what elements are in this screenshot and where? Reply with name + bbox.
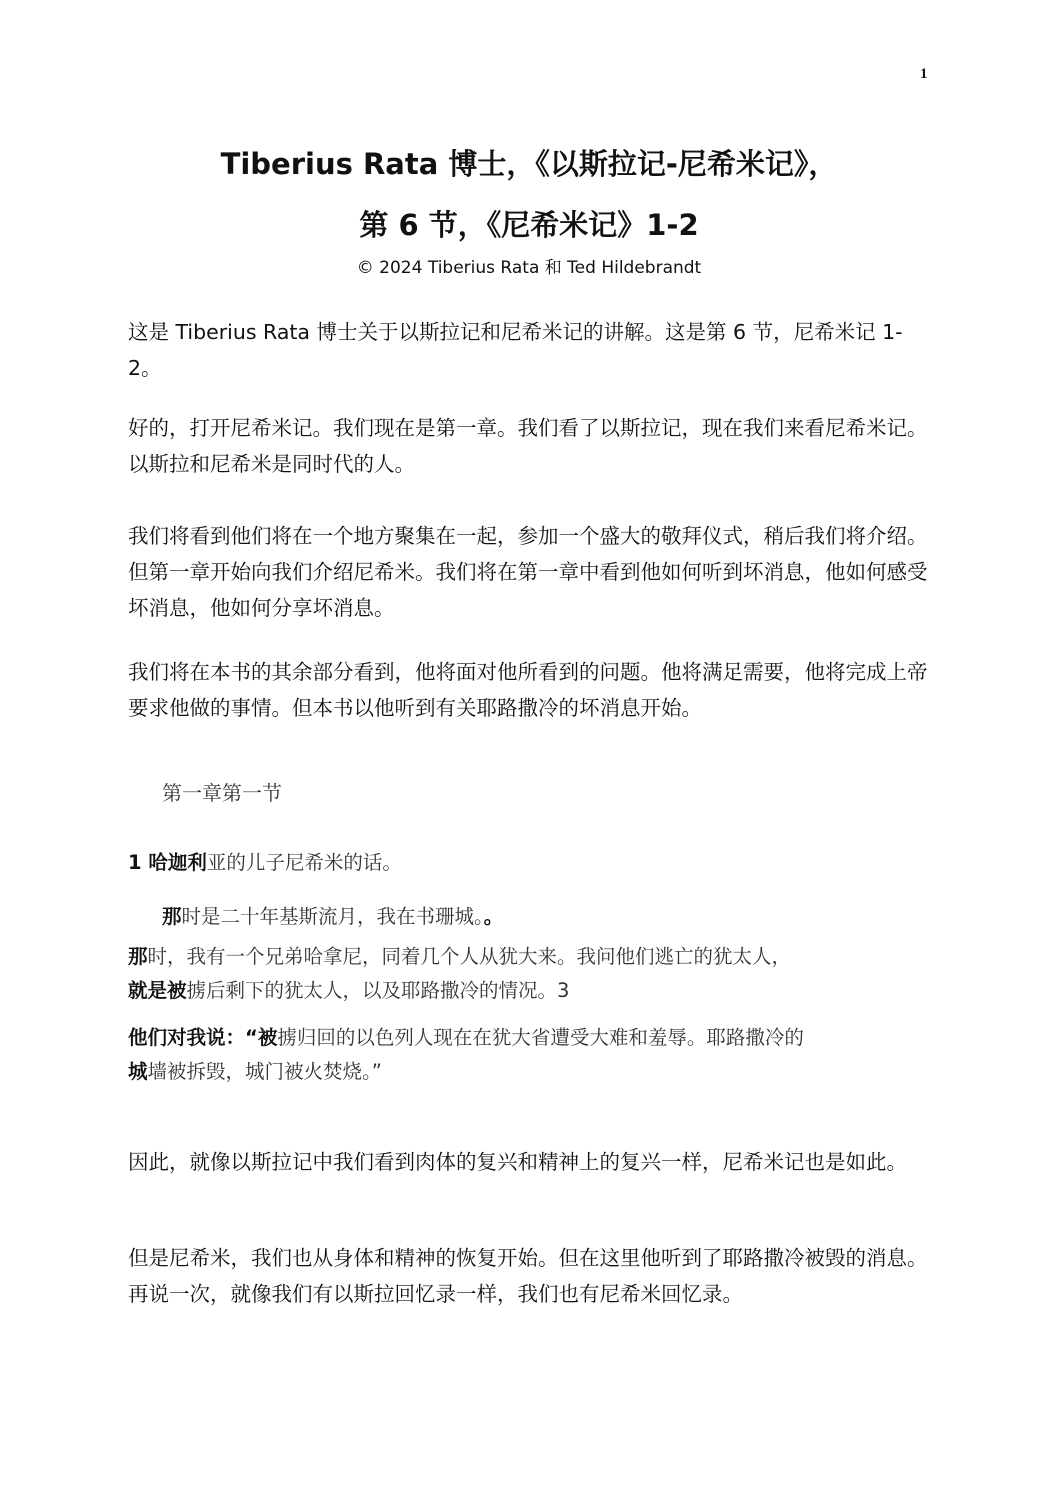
verse-4-lead: 他们对我说：“被: [128, 1026, 278, 1049]
section-heading: 第一章第一节: [162, 781, 282, 805]
intro-paragraph: 这是 Tiberius Rata 博士关于以斯拉记和尼希米记的讲解。这是第 6 节，尼希米记 1-2。: [128, 320, 903, 380]
closing-paragraph-2: 但是尼希米，我们也从身体和精神的恢复开始。但在这里他听到了耶路撒冷被毁的消息。再说一次，就像我们有以斯拉回忆录一样，我们也有尼希米回忆录。: [128, 1246, 928, 1306]
verse-2-lead: 那: [162, 905, 182, 928]
verse-3-lead: 那: [128, 945, 148, 968]
verse-3-text-1: 时，我有一个兄弟哈拿尼，同着几个人从犹大来。我问他们逃亡的犹太人，: [147, 945, 792, 968]
body-paragraph-3: 我们将在本书的其余部分看到，他将面对他所看到的问题。他将满足需要，他将完成上帝要求他做的事情。但本书以他听到有关耶路撒冷的坏消息开始。: [128, 660, 928, 720]
page-number: 1: [920, 66, 928, 82]
verse-4-lead-2: 城: [128, 1060, 148, 1083]
body-paragraph-2: 我们将看到他们将在一个地方聚集在一起，参加一个盛大的敬拜仪式，稍后我们将介绍。但第一章开始向我们介绍尼希米。我们将在第一章中看到他如何听到坏消息，他如何感受坏消息，他如何分享坏消息。: [128, 524, 928, 620]
closing-paragraph-1: 因此，就像以斯拉记中我们看到肉体的复兴和精神上的复兴一样，尼希米记也是如此。: [128, 1150, 907, 1174]
document-title-line-1: Tiberius Rata 博士，《以斯拉记-尼希米记》，: [220, 147, 838, 181]
verse-3-text-2: 掳后剩下的犹太人，以及耶路撒冷的情况。3: [186, 979, 570, 1002]
verse-3-lead-2: 就是被: [128, 979, 187, 1002]
verse-2-text: 时是二十年基斯流月，我在书珊城。: [181, 905, 484, 928]
verse-4: [128, 1021, 928, 1089]
verse-1-lead: 1 哈迦利: [128, 851, 207, 874]
verse-2: 那时是二十年基斯流月，我在书珊城。。: [162, 905, 504, 928]
verse-4-text-1: 掳归回的以色列人现在在犹大省遭受大难和羞辱。耶路撒冷的: [277, 1026, 804, 1049]
verse-3: [128, 940, 928, 1008]
document-title-line-2: 第 6 节，《尼希米记》1-2: [359, 208, 699, 242]
verse-1: [128, 846, 402, 880]
body-paragraph-1: 好的，打开尼希米记。我们现在是第一章。我们看了以斯拉记，现在我们来看尼希米记。以斯拉和尼希米是同时代的人。: [128, 416, 928, 476]
verse-4-text-2: 墙被拆毁，城门被火焚烧。”: [147, 1060, 382, 1083]
copyright-line: © 2024 Tiberius Rata 和 Ted Hildebrandt: [356, 258, 702, 278]
verse-1-text: 亚的儿子尼希米的话。: [206, 851, 402, 874]
